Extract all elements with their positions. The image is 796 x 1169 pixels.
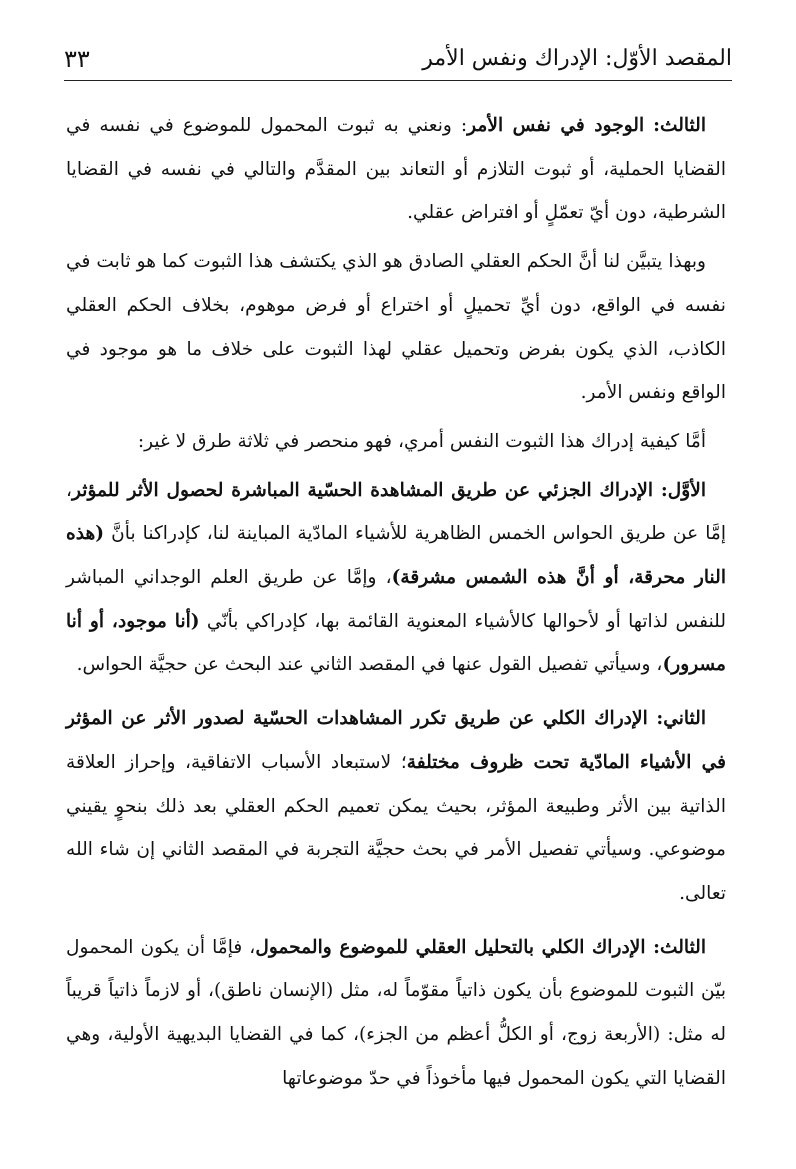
paragraph-text: : ونعني به ثبوت المحمول للموضوع في نفسه في القضايا الحملية، أو ثبوت التلازم أو التعاند بين المقدَّم والتالي في نفسه في القضايا الشرطية، دون أيّ تعمّلٍ أو افتراض عقلي. [66, 115, 726, 224]
paragraph-text: وبهذا يتبيَّن لنا أنَّ الحكم العقلي الصادق هو الذي يكتشف هذا الثبوت كما هو ثابت في نفسه في الواقع، دون أيِّ تحميلٍ أو اختراع أو فرض موهوم، بخلاف الحكم العقلي الكاذب، الذي يكون بفرض وتحميل عقلي لهذا الثبوت على خلاف ما هو موجود في الواقع ونفس الأمر. [66, 251, 726, 404]
paragraph-lead: الثاني: [647, 708, 706, 730]
section-heading: الوجود في نفس الأمر [467, 115, 645, 136]
paragraph-lead: الأوَّل: [653, 479, 706, 501]
example-quote: (هذه النار محرقة، أو أنَّ هذه الشمس مشرقة) [66, 523, 726, 589]
example-quote: (أنا موجود، أو أنا مسرور) [66, 610, 726, 676]
paragraph-three-ways [66, 420, 726, 464]
paragraph-second-way [66, 697, 726, 916]
paragraph-lead: الثالث: [653, 115, 706, 136]
running-header [64, 34, 732, 74]
running-header-title: المقصد الأوّل: الإدراك ونفس الأمر [422, 46, 732, 71]
section-heading: الإدراك الكلي عن طريق تكرر المشاهدات الحسّية لصدور الأثر عن المؤثر في الأشياء المادّية تحت ظروف مختلفة [66, 708, 726, 773]
paragraph-text: ، وسيأتي تفصيل القول عنها في المقصد الثاني عند البحث عن حجيَّة الحواس. [76, 654, 663, 676]
section-heading: الإدراك الجزئي عن طريق المشاهدة الحسّية المباشرة لحصول الأثر للمؤثر [72, 479, 654, 501]
page-number: ٣٣ [64, 45, 90, 73]
paragraph-text: ؛ لاستبعاد الأسباب الاتفاقية، وإحراز العلاقة الذاتية بين الأثر وطبيعة المؤثر، بحيث يمكن تعميم الحكم العقلي بعد ذلك بنحوٍ يقيني موضوعي. وسيأتي تفصيل الأمر في بحث حجيَّة التجربة في المقصد الثاني إن شاء الله تعالى. [66, 751, 726, 904]
section-heading: الإدراك الكلي بالتحليل العقلي للموضوع والمحمول [255, 936, 646, 958]
header-divider [64, 80, 732, 81]
paragraph-text: ، إمَّا عن طريق الحواس الخمس الظاهرية للأشياء المادّية المباينة لنا، كإدراكنا بأنَّ [66, 479, 726, 545]
body-text [66, 104, 726, 1100]
paragraph-lead: الثالث: [645, 936, 707, 958]
paragraph-text: أمَّا كيفية إدراك هذا الثبوت النفس أمري، فهو منحصر في ثلاثة طرق لا غير: [137, 430, 706, 452]
paragraph-text: ، فإمَّا أن يكون المحمول بيّن الثبوت للموضوع بأن يكون ذاتياً مقوّماً له، مثل (الإنسان ناطق)، أو لازماً ذاتياً قريباً له مثل: (الأربعة زوج، أو الكلُّ أعظم من الجزء)، كما في القضايا البديهية الأولية، وهي القضايا التي يكون المحمول فيها مأخوذاً في حدّ موضوعاتها [66, 936, 726, 1089]
paragraph-text: ، وإمَّا عن طريق العلم الوجداني المباشر للنفس لذاتها أو لأحوالها كالأشياء المعنوية القائمة بها، كإدراكي بأنّي [66, 567, 726, 632]
paragraph-third-existence [66, 104, 726, 235]
paragraph-first-way [66, 469, 726, 688]
paragraph-third-way [66, 926, 726, 1101]
paragraph-true-judgment [66, 240, 726, 415]
